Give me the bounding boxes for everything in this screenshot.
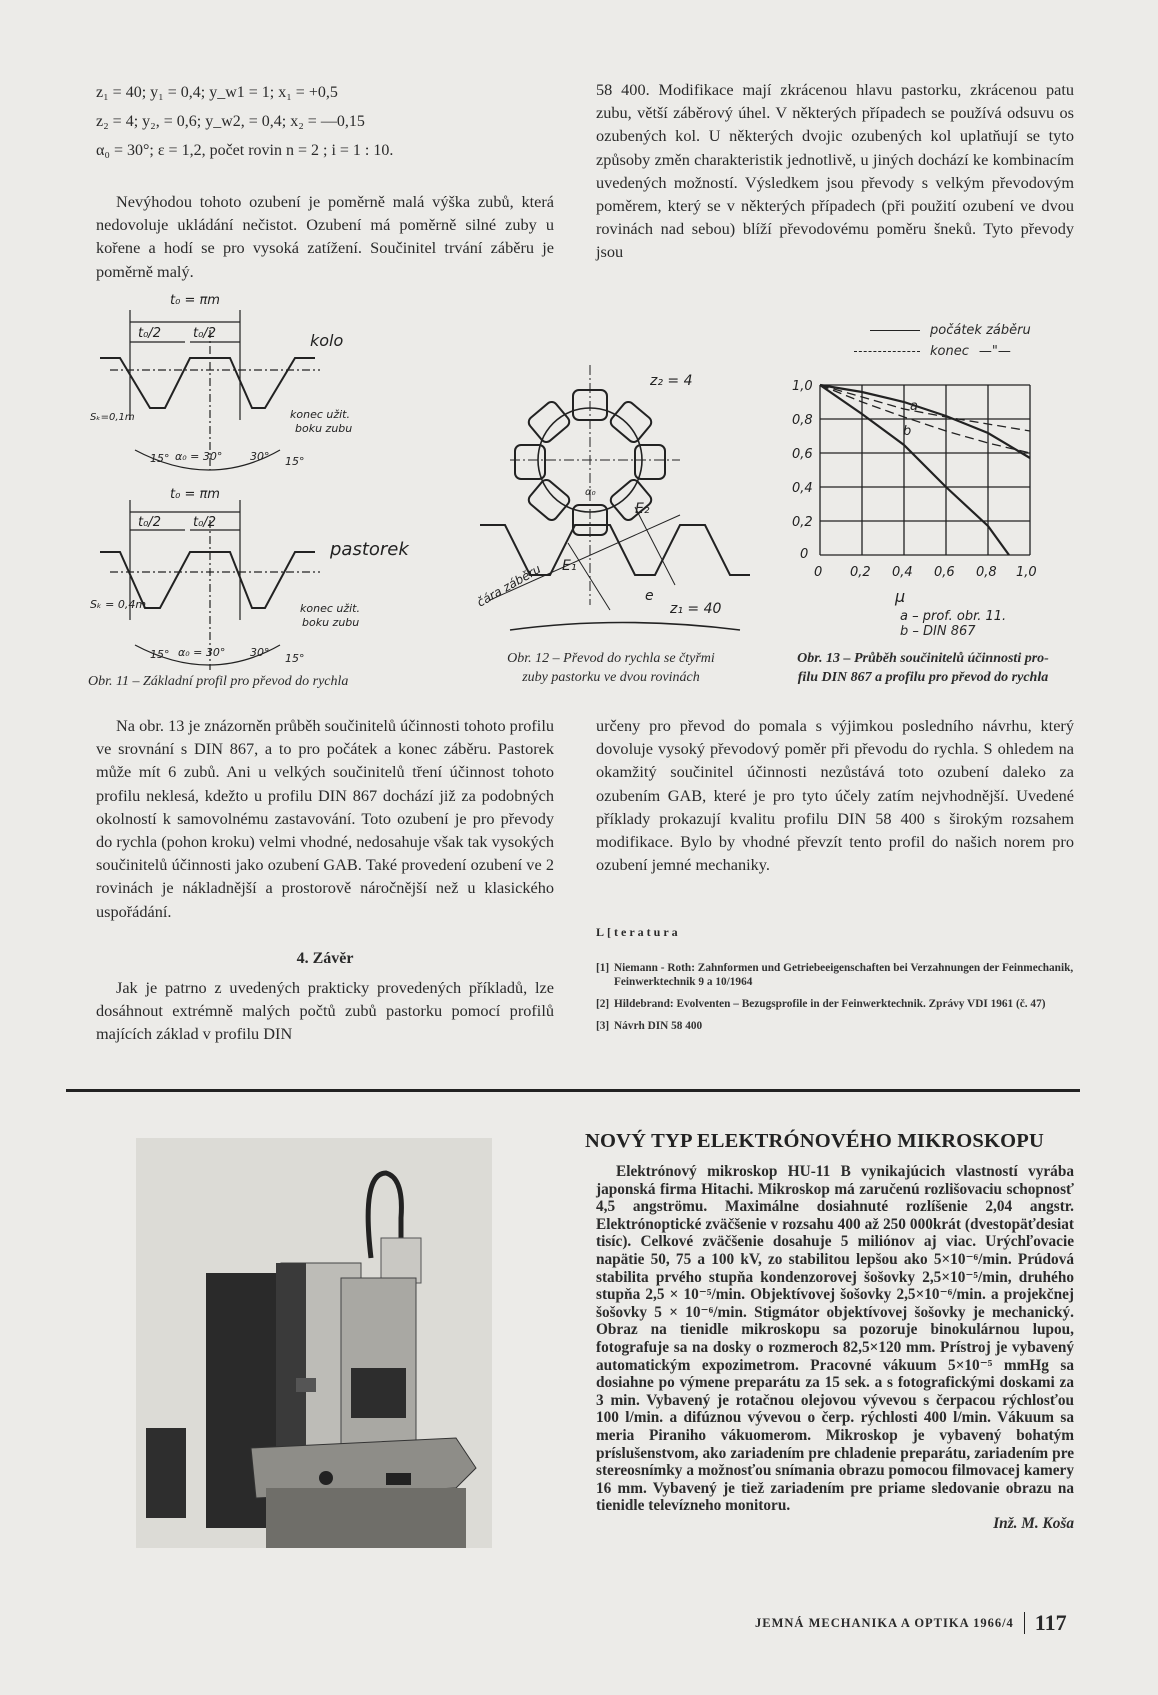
svg-text:0,2: 0,2 [792, 515, 813, 530]
fig11-angle-label: 30° [250, 646, 270, 659]
formula-line: z₂ = 4; y₂, = 0,6; y_w2, = 0,4; x₂ = —0,15 [96, 113, 365, 130]
caption-line: filu DIN 867 a profilu pro převod do rychla [797, 670, 1049, 685]
paragraph [96, 976, 554, 1046]
fig12-alpha-label: α₀ [585, 487, 596, 498]
paragraph [96, 714, 554, 923]
reference-item [596, 997, 1074, 1011]
legend-item-solid [870, 323, 1090, 338]
microscope-illustration [136, 1138, 492, 1548]
paragraph-text: 58 400. Modifikace mají zkrácenou hlavu pastorku, zkrácenou patu zubu, větší záběrový úhel. V některých případech se používá odsuvu os ozubených kol. U některých dvojic ozubených kol uplatňují se tyto způsoby změn charakteristik jednotlivě, u jiných dochází ke kombinacím uvedených možností. Výsledkem jsou převody s velkým převodovým poměrem, který se v některých případech (při použití ozubení ve dvou rovinách nad sebou) blíží převodovému poměru šneků. Tyto převody jsou [596, 80, 1074, 262]
svg-text:0,6: 0,6 [792, 447, 813, 462]
fig11-half-pitch-label: t₀/2 [138, 326, 161, 341]
fig11-clearance-label: Sₖ=0,1m [90, 412, 135, 423]
figure-12-caption [466, 649, 756, 687]
caption-line: Obr. 12 – Převod do rychla se čtyřmi [507, 651, 715, 666]
fig11-pitch-label: t₀ = πm [170, 293, 220, 308]
fig11-angle-label: α₀ = 30° [175, 450, 223, 463]
fig11-half-pitch-label: t₀/2 [138, 515, 161, 530]
reference-item [596, 1019, 1074, 1033]
svg-text:0,4: 0,4 [892, 565, 913, 580]
fig12-z2-label: z₂ = 4 [650, 373, 693, 389]
fig11-angle-label: α₀ = 30° [178, 646, 226, 659]
figure-13-caption [758, 649, 1088, 687]
legend-item-dashed [854, 344, 1090, 359]
footer-divider [1024, 1612, 1025, 1634]
fig11-half-pitch-label: t₀/2 [193, 515, 216, 530]
fig11-note: boku zubu [302, 616, 360, 629]
literature-heading: L[teratura [596, 925, 681, 939]
fig11-kolo-label: kolo [310, 331, 344, 350]
reference-text: Hildebrand: Evolventen – Bezugsprofile in der Feinwerktechnik. Zprávy VDI 1961 (č. 47) [614, 998, 1046, 1010]
svg-text:0,4: 0,4 [792, 481, 813, 496]
fig12-e1-label: E₁ [562, 558, 577, 574]
legend-label: konec [930, 344, 969, 359]
figure-13-legend [870, 323, 1090, 359]
svg-text:0: 0 [814, 565, 823, 580]
journal-name: JEMNÁ MECHANIKA A OPTIKA 1966/4 [755, 1615, 1014, 1630]
curve-a-label: a [910, 399, 918, 414]
fig12-line-label: čára záběru [474, 561, 544, 610]
paragraph [96, 190, 554, 283]
fig11-pitch-label: t₀ = πm [170, 487, 220, 502]
fig11-angle-label: 15° [150, 452, 170, 465]
chart-note-a: a – prof. obr. 11. [900, 609, 1007, 624]
fig11-angle-label: 15° [285, 455, 305, 468]
figure-12-gear-drawing [470, 345, 770, 635]
fig11-note: boku zubu [295, 422, 353, 435]
fig11-note: konec užit. [300, 602, 360, 615]
microscope-photo [136, 1138, 492, 1548]
author-byline: Inž. M. Koša [993, 1514, 1074, 1532]
formula-line: α₀ = 30°; ε = 1,2, počet rovin n = 2 ; i = 1 : 10. [96, 142, 394, 159]
dashed-line-swatch [854, 351, 920, 352]
reference-list [596, 961, 1074, 1041]
fig11-half-pitch-label: t₀/2 [193, 326, 216, 341]
fig11-note: konec užit. [290, 408, 350, 421]
news-body [596, 1163, 1074, 1532]
svg-text:0: 0 [800, 547, 809, 562]
reference-text: Návrh DIN 58 400 [614, 1020, 703, 1032]
reference-text: Niemann - Roth: Zahnformen und Getriebeeigenschaften bei Verzahnungen der Feinmechanik, Feinwerktechnik 9 a 10/1964 [614, 962, 1074, 988]
svg-text:0,6: 0,6 [934, 565, 955, 580]
paragraph-text: Nevýhodou tohoto ozubení je poměrně malá výška zubů, která nedovoluje ukládání nečistot. Ozubení má poměrně silné zuby u kořene a hodí se pro vysoká zatížení. Součinitel trvání záběru je poměrně malý. [96, 192, 554, 281]
paragraph [596, 78, 1074, 264]
fig11-clearance-label: Sₖ = 0,4m [90, 598, 147, 611]
fig11-angle-label: 30° [250, 450, 270, 463]
svg-text:0,2: 0,2 [850, 565, 871, 580]
reference-item [596, 961, 1074, 989]
paragraph [596, 714, 1074, 876]
x-axis-label: μ [895, 587, 906, 606]
solid-line-swatch [870, 330, 920, 331]
figure-11-tooth-profile-diagram [90, 290, 480, 685]
caption-line: zuby pastorku ve dvou rovinách [522, 670, 700, 685]
legend-label: počátek záběru [930, 323, 1031, 338]
formula-block [96, 78, 554, 165]
paragraph-text: Na obr. 13 je znázorněn průběh součinitelů účinnosti tohoto profilu ve srovnání s DIN 867, a to pro počátek a konec záběru. Pastorek může mít 6 zubů. Ani u velkých součinitelů tření účinnost tohoto profilu neklesá, kdežto u profilu DIN 867 dochází již za podobných okolností k samovolnému zastavování. Toto ozubení je pro převody do rychla (pohon kroku) velmi vhodné, nedosahuje však tak vysokých součinitelů účinnosti jako ozubení GAB. Také provedení ozubení ve 2 rovinách je nákladnější a prostorově náročnější než u klasického uspořádání. [96, 716, 554, 921]
caption-line: Obr. 13 – Průběh součinitelů účinnosti pro- [797, 651, 1049, 666]
paragraph-text: určeny pro převod do pomala s výjimkou posledního návrhu, který dovoluje vysoký převodový poměr při převodu do rychla. S ohledem na okamžitý součinitel účinnosti nezůstává toto ozubení daleko za ozubením GAB, které je pro tyto účely zatím nejvhodnější. Uvedené příklady prokazují kvalitu profilu DIN 58 400 s širokým rozsahem modifikace. Bylo by vhodné převzít tento profil do našich norem pro ozubení jemné mechaniky. [596, 716, 1074, 875]
reference-number: [2] [596, 998, 610, 1010]
section-heading: 4. Závěr [296, 950, 354, 967]
curve-b-label: b [903, 424, 912, 439]
page-number: 117 [1034, 1610, 1067, 1635]
page-footer [755, 1610, 1067, 1636]
svg-text:0,8: 0,8 [792, 413, 813, 428]
svg-text:0,8: 0,8 [976, 565, 997, 580]
chart-note-b: b – DIN 867 [900, 624, 976, 639]
formula-line: z₁ = 40; y₁ = 0,4; y_w1 = 1; x₁ = +0,5 [96, 84, 338, 101]
paragraph-text: Jak je patrno z uvedených prakticky provedených příkladů, lze dosáhnout extrémně malých počtů zubů pastorku pomocí profilů majících základ v profilu DIN [96, 978, 554, 1044]
figure-11-caption: Obr. 11 – Základní profil pro převod do rychla [88, 674, 349, 689]
fig12-e2-label: E₂ [635, 501, 650, 517]
fig11-angle-label: 15° [150, 648, 170, 661]
reference-number: [1] [596, 962, 610, 974]
figure-13-efficiency-chart [790, 380, 1090, 630]
svg-text:1,0: 1,0 [1016, 565, 1037, 580]
news-title: NOVÝ TYP ELEKTRÓNOVÉHO MIKROSKOPU [585, 1130, 1044, 1152]
fig12-e-label: e [645, 588, 654, 604]
fig11-angle-label: 15° [285, 652, 305, 665]
fig12-z1-label: z₁ = 40 [670, 601, 722, 617]
fig11-pastorek-label: pastorek [330, 539, 409, 560]
svg-text:1,0: 1,0 [792, 380, 813, 394]
news-paragraph: Elektrónový mikroskop HU-11 B vynikajúcich vlastností vyrába japonská firma Hitachi. Mikroskop má zaručenú rozlišovaciu schopnosť 4,5 angströmu. Maximálne dosiahnuté rozlíšenie 2,04 angstr. Elektrónoptické zväčšenie v rozsahu 400 až 250 000krát (dvestopäťdesiat tisíc). Celkové zväčšenie dosahuje 5 miliónov aj viac. Urýchľovacie napätie 50, 75 a 100 kV, zo stabilitou lepšou ako 5×10⁻⁶/min. Prúdová stabilita prvého stupňa kondenzorovej šošovky 2,5×10⁻⁵/min, druhého stupňa 2,5 × 10⁻⁵/min. Objektívovej šošovky 2,5×10⁻⁶/min. a projekčnej šošovky 5 × 10⁻⁶/min. Stigmátor objektívovej šošovky je mechanický. Obraz na tienidle mikroskopu sa pozoruje binokulárnou lupou, fotografuje sa na dosky o rozmeroch 82,5×120 mm. Prístroj je vybavený automatickým expozimetrom. Pracovné vákuum 5×10⁻⁵ mmHg sa dosiahne po výmene preparátu za 15 sek. a s fotografickými doskami za 3 min. Vybavený je rotačnou olejovou vývevou s čerpacou rýchlosťou 100 l/min. a difúznou vývevou o čerp. rýchlosti 400 l/min. Vákuum sa meria Piraniho vákuomerom. Mikroskop je vybavený bohatým príslušenstvom, ako zariadením pre chladenie preparátu, zariadením pre stereosnímky a možnosťou snímania obrazu pomocou filmovacej kamery 16 mm. Vybavený je tiež zariadením pre priame sledovanie obrazu na tienidle televízneho monitoru. [596, 1163, 1074, 1515]
section-divider [66, 1089, 1080, 1092]
legend-label: —"— [978, 344, 1011, 359]
reference-number: [3] [596, 1020, 610, 1032]
